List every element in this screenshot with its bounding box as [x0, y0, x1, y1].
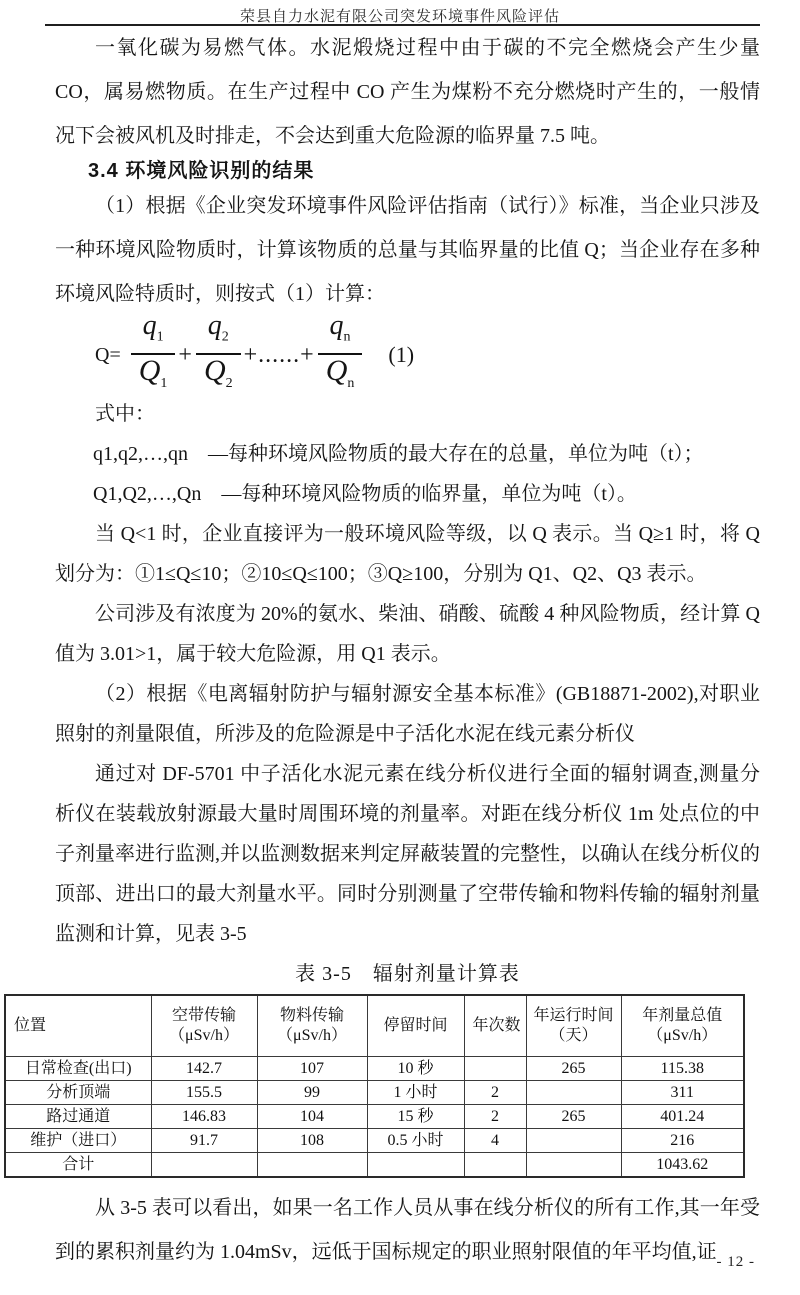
- table-cell: 15 秒: [367, 1105, 464, 1129]
- table-cell: 107: [257, 1057, 367, 1081]
- table-cell: [464, 1153, 526, 1178]
- section-heading-3-4: 3.4 环境风险识别的结果: [88, 160, 315, 182]
- table-cell: 2: [464, 1105, 526, 1129]
- page-number: - 12 -: [716, 1254, 755, 1270]
- table-header-row: [5, 995, 744, 1057]
- formula-fraction-n: $\frac{q_n}{Q_n}$: [318, 311, 363, 399]
- formula-fraction-1: $\frac{q_1}{Q_1}$: [131, 311, 176, 399]
- definition-q-lowercase: q1,q2,…,qn —每种环境风险物质的最大存在的总量，单位为吨（t）；: [93, 443, 704, 465]
- table-row: [5, 1057, 744, 1081]
- table-cell: 10 秒: [367, 1057, 464, 1081]
- paragraph-guideline: （1）根据《企业突发环境事件风险评估指南（试行）》标准，当企业只涉及一种环境风险物质时，计算该物质的总量与其临界量的比值 Q；当企业存在多种环境风险特质时，则按式（1）计算：: [55, 195, 760, 305]
- formula-lhs: Q=: [95, 343, 121, 366]
- table-cell: 108: [257, 1129, 367, 1153]
- table-cell: 265: [526, 1105, 621, 1129]
- table-row-total: [5, 1153, 744, 1178]
- table-cell: 4: [464, 1129, 526, 1153]
- formula-where-label: 式中：: [95, 403, 155, 425]
- paragraph-radiation-standard: （2）根据《电离辐射防护与辐射源安全基本标准》(GB18871-2002),对职业照射的剂量限值，所涉及的危险源是中子活化水泥在线元素分析仪: [55, 683, 760, 745]
- table-cell: 合计: [5, 1153, 151, 1178]
- table-caption: 表 3-5 辐射剂量计算表: [295, 963, 520, 985]
- formula-plus-1: +: [178, 341, 193, 368]
- table-cell: 0.5 小时: [367, 1129, 464, 1153]
- col-header-empty-belt: 空带传输（μSv/h）: [151, 995, 257, 1057]
- paragraph-radiation-survey: 通过对 DF-5701 中子活化水泥元素在线分析仪进行全面的辐射调查,测量分析仪在装载放射源最大量时周围环境的剂量率。对距在线分析仪 1m 处点位的中子剂量率进行监测,并以监测数据来判定屏蔽装置的完整性，以确认在线分析仪的顶部、进出口的最大剂量水平。同时分别测量了空带传输和物料传输的辐射剂量监测和计算，见表 3-5: [55, 763, 760, 945]
- table-cell: 2: [464, 1081, 526, 1105]
- col-header-material-transfer: 物料传输（μSv/h）: [257, 995, 367, 1057]
- table-row: [5, 1105, 744, 1129]
- table-cell: 104: [257, 1105, 367, 1129]
- table-cell: 216: [621, 1129, 744, 1153]
- paragraph-co-hazard: 一氧化碳为易燃气体。水泥煅烧过程中由于碳的不完全燃烧会产生少量 CO，属易燃物质。在生产过程中 CO 产生为煤粉不充分燃烧时产生的，一般情况下会被风机及时排走，不会达到重大危险源的临界量 7.5 吨。: [55, 37, 760, 147]
- formula-ellipsis-plus: +......+: [243, 341, 315, 368]
- table-cell: 311: [621, 1081, 744, 1105]
- table-cell: [151, 1153, 257, 1178]
- table-cell: [257, 1153, 367, 1178]
- table-row: [5, 1129, 744, 1153]
- formula-fraction-2: $\frac{q_2}{Q_2}$: [196, 311, 241, 399]
- table-cell: 142.7: [151, 1057, 257, 1081]
- definition-q-uppercase: Q1,Q2,…,Qn —每种环境风险物质的临界量，单位为吨（t）。: [93, 483, 637, 505]
- table-cell: [367, 1153, 464, 1178]
- paragraph-company-q-value: 公司涉及有浓度为 20%的氨水、柴油、硝酸、硫酸 4 种风险物质，经计算 Q 值为 3.01>1，属于较大危险源，用 Q1 表示。: [55, 603, 760, 665]
- formula-q-ratio: [95, 310, 760, 394]
- col-header-annual-run-days: 年运行时间（天）: [526, 995, 621, 1057]
- table-cell: 路过通道: [5, 1105, 151, 1129]
- table-cell: [526, 1129, 621, 1153]
- table-cell: 1 小时: [367, 1081, 464, 1105]
- table-cell: 401.24: [621, 1105, 744, 1129]
- table-cell: 维护（进口）: [5, 1129, 151, 1153]
- formula-equation-number: (1): [388, 342, 415, 367]
- table-cell: 265: [526, 1057, 621, 1081]
- table-row: [5, 1081, 744, 1105]
- table-cell: [526, 1153, 621, 1178]
- col-header-location: 位置: [5, 995, 151, 1057]
- table-cell: 1043.62: [621, 1153, 744, 1178]
- table-cell: 99: [257, 1081, 367, 1105]
- document-body: [0, 26, 800, 1274]
- radiation-dose-table: [4, 994, 745, 1178]
- col-header-annual-dose-total: 年剂量总值（μSv/h）: [621, 995, 744, 1057]
- table-cell: 91.7: [151, 1129, 257, 1153]
- table-cell: 日常检查(出口): [5, 1057, 151, 1081]
- table-cell: [526, 1081, 621, 1105]
- table-cell: 115.38: [621, 1057, 744, 1081]
- table-cell: 155.5: [151, 1081, 257, 1105]
- table-cell: 分析顶端: [5, 1081, 151, 1105]
- paragraph-q-grading: 当 Q<1 时，企业直接评为一般环境风险等级，以 Q 表示。当 Q≥1 时，将 Q 划分为：①1≤Q≤10；②10≤Q≤100；③Q≥100，分别为 Q1、Q2、Q3 表示。: [55, 523, 760, 585]
- document-header-title: 荣县自力水泥有限公司突发环境事件风险评估: [239, 9, 560, 25]
- table-cell: 146.83: [151, 1105, 257, 1129]
- paragraph-conclusion: 从 3-5 表可以看出，如果一名工作人员从事在线分析仪的所有工作,其一年受到的累积剂量约为 1.04mSv，远低于国标规定的职业照射限值的年平均值,证: [55, 1197, 760, 1263]
- col-header-annual-count: 年次数: [464, 995, 526, 1057]
- table-cell: [464, 1057, 526, 1081]
- col-header-stay-time: 停留时间: [367, 995, 464, 1057]
